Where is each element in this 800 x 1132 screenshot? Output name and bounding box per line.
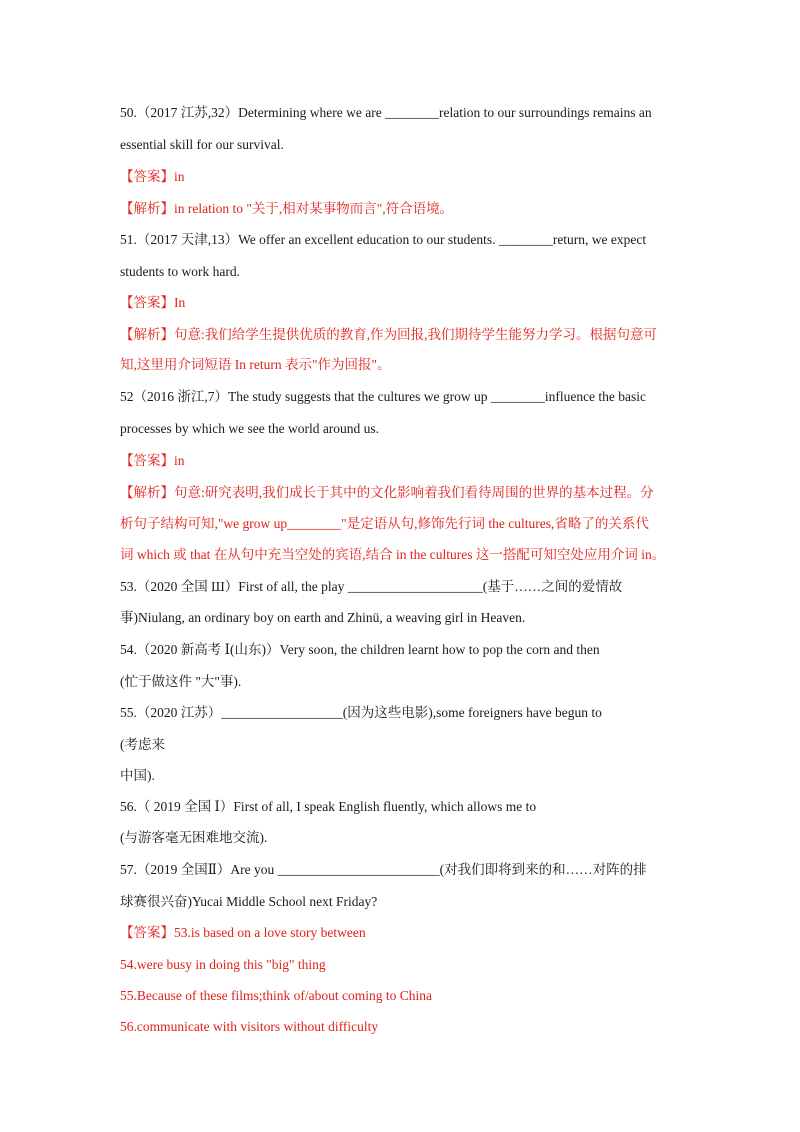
analysis-51-line-2: 知,这里用介词短语 In return 表示"作为回报"。 (120, 357, 391, 372)
question-52-line-2: processes by which we see the world around us. (120, 421, 380, 436)
analysis-52-line-3: 词 which 或 that 在从句中充当空处的宾语,结合 in the cultures 这一搭配可知空处应用介词 in。 (120, 547, 666, 562)
question-53-line-2: 事)Niulang, an ordinary boy on earth and Zhinü, a weaving girl in Heaven. (120, 610, 526, 625)
question-50-line-1: 50.（2017 江苏,32）Determining where we are ________relation to our surroundings remains an (120, 105, 652, 120)
question-52-line-1: 52（2016 浙江,7）The study suggests that the cultures we grow up ________influence the basic (120, 389, 647, 404)
answer-56: 56.communicate with visitors without difficulty (120, 1019, 379, 1034)
question-56-line-1: 56.（ 2019 全国 Ⅰ）First of all, I speak English fluently, which allows me to (120, 799, 537, 814)
question-54-line-1: 54.（2020 新高考 Ⅰ(山东)）Very soon, the children learnt how to pop the corn and then (120, 642, 600, 657)
question-55-line-3: 中国). (120, 768, 155, 783)
analysis-50: 【解析】in relation to "关于,相对某事物而言",符合语境。 (120, 201, 454, 216)
question-55-line-2: (考虑来 (120, 737, 165, 752)
analysis-52-line-1: 【解析】句意:研究表明,我们成长于其中的文化影响着我们看待周围的世界的基本过程。分 (120, 485, 654, 500)
analysis-52-line-2: 析句子结构可知,"we grow up________"是定语从句,修饰先行词 the cultures,省略了的关系代 (120, 516, 649, 531)
analysis-51-line-1: 【解析】句意:我们给学生提供优质的教育,作为回报,我们期待学生能努力学习。根据句意可 (120, 327, 657, 342)
answer-54: 54.were busy in doing this "big" thing (120, 957, 326, 972)
question-51-line-1: 51.（2017 天津,13）We offer an excellent education to our students. ________return, we expect (120, 232, 647, 247)
question-54-line-2: (忙于做这件 "大"事). (120, 674, 242, 689)
answer-53: 【答案】53.is based on a love story between (120, 925, 366, 940)
question-55-line-1: 55.（2020 江苏）__________________(因为这些电影),some foreigners have begun to (120, 705, 602, 720)
answer-51: 【答案】In (120, 295, 186, 310)
question-57-line-1: 57.（2019 全国Ⅱ）Are you ________________________(对我们即将到来的和……对阵的排 (120, 862, 647, 877)
question-56-line-2: (与游客毫无困难地交流). (120, 830, 268, 845)
answer-55: 55.Because of these films;think of/about coming to China (120, 988, 432, 1003)
answer-50: 【答案】in (120, 169, 185, 184)
question-51-line-2: students to work hard. (120, 264, 240, 279)
question-53-line-1: 53.（2020 全国 Ш）First of all, the play ____________________(基于……之间的爱情故 (120, 579, 623, 594)
answer-52: 【答案】in (120, 453, 185, 468)
question-50-line-2: essential skill for our survival. (120, 137, 284, 152)
question-57-line-2: 球赛很兴奋)Yucai Middle School next Friday? (120, 894, 378, 909)
